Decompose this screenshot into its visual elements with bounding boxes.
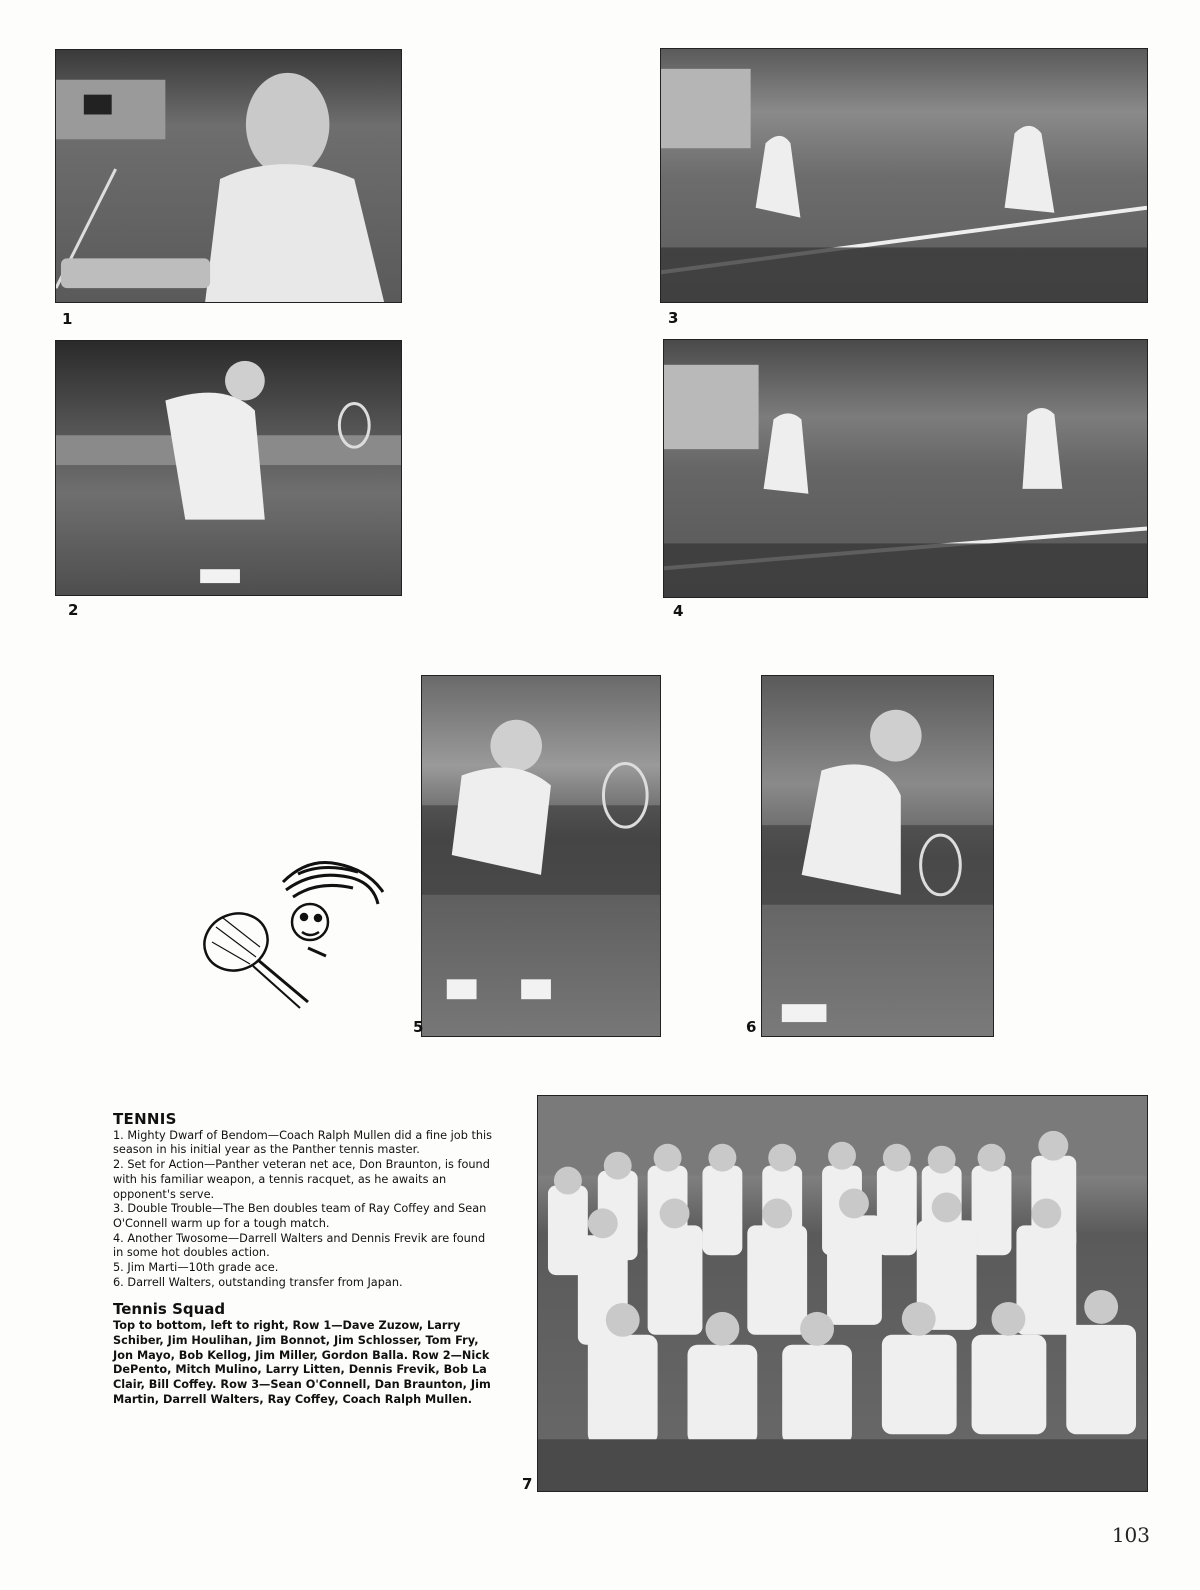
caption-item: 4. Another Twosome—Darrell Walters and Dennis Frevik are found in some hot doubles action.: [113, 1231, 486, 1260]
photo-number: 5: [413, 1018, 424, 1036]
photo-team-group: [537, 1095, 1148, 1492]
photo-doubles-action: [663, 339, 1148, 598]
photo-coach-portrait: [55, 49, 402, 303]
photo-player-portrait-6: [761, 675, 994, 1037]
photo-number: 7: [522, 1475, 533, 1493]
photo-number: 6: [746, 1018, 757, 1036]
caption-block: [113, 1112, 493, 1407]
caption-item: 6. Darrell Walters, outstanding transfer from Japan.: [113, 1275, 403, 1289]
photo-doubles-practice: [660, 48, 1148, 303]
squad-roster: Top to bottom, left to right, Row 1—Dave Zuzow, Larry Schiber, Jim Houlihan, Jim Bonnot, Jim Schlosser, Tom Fry, Jon Mayo, Bob Kellog, Jim Miller, Gordon Balla. Row 2—Nick DePento, Mitch Mulino, Larry Litten, Dennis Frevik, Bob La Clair, Bill Coffey. Row 3—Sean O'Connell, Dan Braunton, Jim Martin, Darrell Walters, Ray Coffey, Coach Ralph Mullen.: [113, 1319, 491, 1406]
photo-player-ready-stance: [55, 340, 402, 596]
caption-item: 5. Jim Marti—10th grade ace.: [113, 1261, 279, 1275]
section-heading: TENNIS: [113, 1110, 177, 1128]
photo-number: 3: [668, 309, 679, 327]
photo-number: 1: [62, 310, 73, 328]
racket-doodle-illustration: [198, 852, 388, 1012]
caption-item: 1. Mighty Dwarf of Bendom—Coach Ralph Mullen did a fine job this season in his initial year as the Panther tennis master.: [113, 1128, 493, 1157]
page-number: 103: [1111, 1523, 1150, 1547]
photo-number: 4: [673, 602, 684, 620]
photo-number: 2: [68, 601, 79, 619]
caption-item: 2. Set for Action—Panther veteran net ace, Don Braunton, is found with his familiar weapon, a tennis racquet, as he awaits an opponent's serve.: [113, 1158, 490, 1201]
caption-item: 3. Double Trouble—The Ben doubles team of Ray Coffey and Sean O'Connell warm up for a tough match.: [113, 1202, 487, 1230]
squad-heading: Tennis Squad: [113, 1300, 226, 1319]
photo-player-portrait-5: [421, 675, 661, 1037]
